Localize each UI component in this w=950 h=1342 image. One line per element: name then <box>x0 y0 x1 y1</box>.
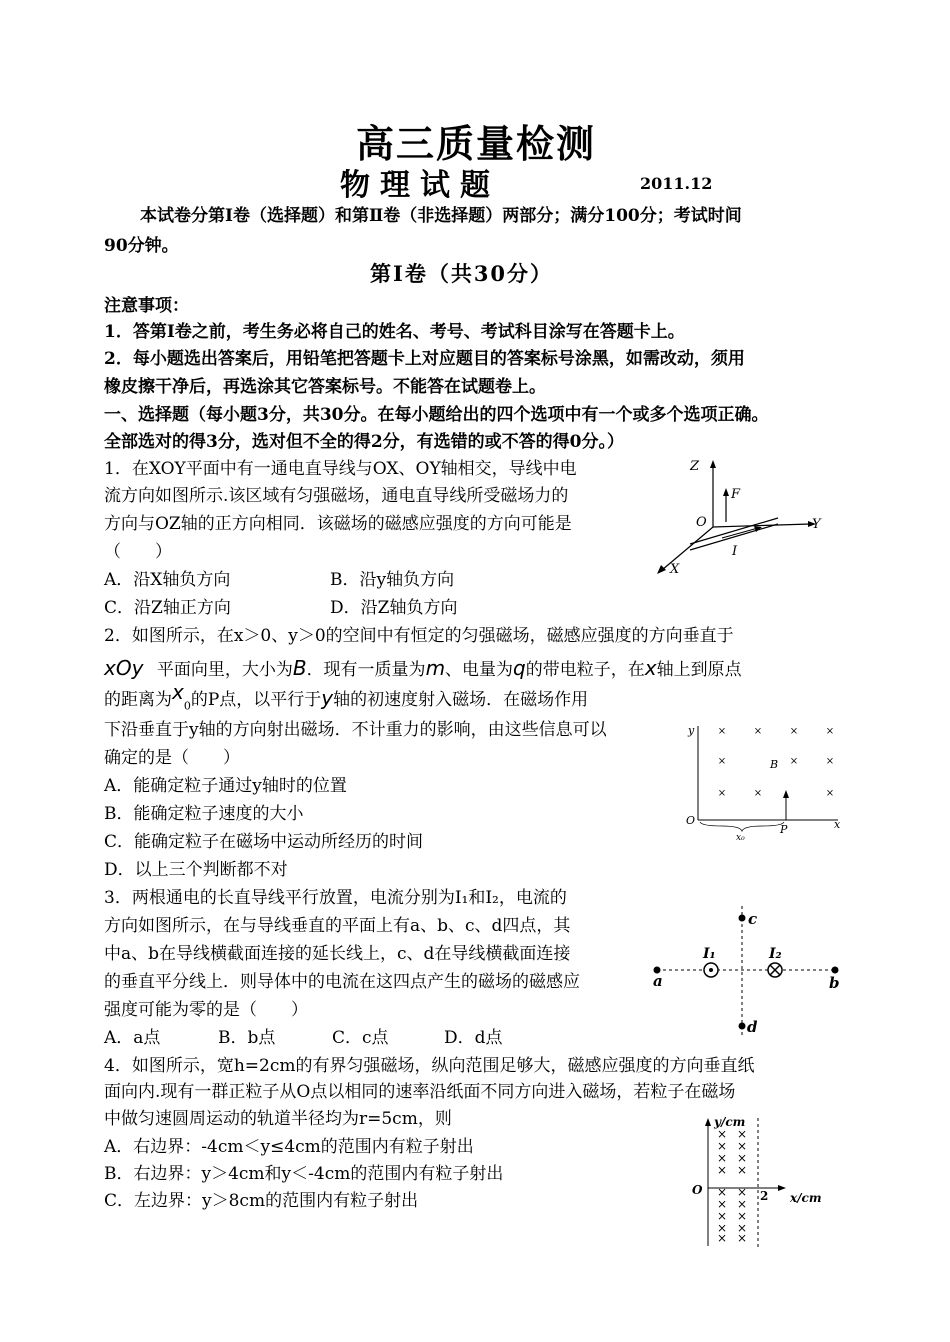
q3-option-a: A．a点 <box>104 1028 161 1048</box>
q2-field-mark: × <box>717 788 727 799</box>
q1-line-1: 1．在XOY平面中有一通电直导线与OX、OY轴相交，导线中电 <box>104 459 577 479</box>
part-title-line-2: 全部选对的得3分，选对但不全的得2分，有选错的或不答的得0分。） <box>104 432 624 452</box>
q4-option-b: B．右边界：y＞4cm和y＜-4cm的范围内有粒子射出 <box>104 1164 504 1184</box>
q4-field-mark: × <box>736 1221 748 1235</box>
notice-1: 1．答第Ⅰ卷之前，考生务必将自己的姓名、考号、考试科目涂写在答题卡上。 <box>104 322 685 342</box>
q4-line-3: 中做匀速圆周运动的轨道半径均为r=5cm，则 <box>104 1109 452 1129</box>
q2-var-m: m <box>425 656 446 680</box>
q2-option-c: C．能确定粒子在磁场中运动所经历的时间 <box>104 832 424 852</box>
q2-text-e: 轴上到原点 <box>656 660 742 680</box>
intro-line-1: 本试卷分第Ⅰ卷（选择题）和第Ⅱ卷（非选择题）两部分；满分100分；考试时间 <box>140 206 742 226</box>
q4-field-mark: × <box>736 1163 748 1177</box>
q4-field-mark: × <box>716 1185 728 1199</box>
q2-label-x0: x₀ <box>736 833 745 842</box>
q3-label-b: b <box>829 974 840 992</box>
section-title: 第Ⅰ卷（共30分） <box>370 261 554 286</box>
q1-label-x: X <box>670 562 680 577</box>
q2-field-mark: × <box>753 788 763 799</box>
q4-field-mark: × <box>716 1127 728 1141</box>
q2-line-5: 确定的是（ ） <box>104 748 240 768</box>
q3-figure <box>645 898 845 1040</box>
q4-label-o: O <box>692 1183 703 1197</box>
q3-point-d <box>739 1023 746 1030</box>
q2-option-b: B．能确定粒子速度的大小 <box>104 804 304 824</box>
page-subtitle: 物理试题 <box>340 168 500 203</box>
q2-label-x: x <box>834 818 841 831</box>
q1-label-i: I <box>732 544 738 559</box>
q1-label-y: Y <box>812 517 821 532</box>
q4-field-mark: × <box>716 1197 728 1211</box>
q2-var-x0: x <box>172 680 184 704</box>
part-title-line-1: 一、选择题（每小题3分，共30分。在每小题给出的四个选项中有一个或多个选项正确。 <box>104 405 769 425</box>
q2-var-xoy: xOy <box>104 656 144 680</box>
q2-var-x: x <box>644 656 657 680</box>
q3-label-c: c <box>748 910 758 928</box>
q2-line-4: 下沿垂直于y轴的方向射出磁场．不计重力的影响，由这些信息可以 <box>104 720 607 740</box>
q2-line-2 <box>104 654 742 684</box>
q2-text-d: 的带电粒子，在 <box>525 660 645 680</box>
q2-label-y: y <box>688 724 695 737</box>
q2-option-d: D．以上三个判断都不对 <box>104 860 288 880</box>
q1-label-z: Z <box>690 459 700 474</box>
notice-title: 注意事项： <box>104 296 189 316</box>
q4-field-mark: × <box>716 1139 728 1153</box>
q2-field-mark: × <box>717 756 727 767</box>
q1-line-3: 方向与OZ轴的正方向相同．该磁场的磁感应强度的方向可能是 <box>104 514 572 534</box>
q2-option-a: A．能确定粒子通过y轴时的位置 <box>104 776 347 796</box>
q2-text-h: 轴的初速度射入磁场．在磁场作用 <box>333 690 589 710</box>
exam-date: 2011.12 <box>640 174 713 193</box>
q1-option-d: D．沿Z轴负方向 <box>330 598 458 618</box>
q1-figure <box>650 452 830 580</box>
q2-var-q: q <box>513 656 526 680</box>
q3-label-d: d <box>747 1018 758 1036</box>
q4-field-mark: × <box>736 1139 748 1153</box>
q3-line-4: 的垂直平分线上．则导体中的电流在这四点产生的磁场的磁感应 <box>104 972 580 992</box>
q4-field-mark: × <box>736 1127 748 1141</box>
q3-label-i1: I₁ <box>703 946 716 962</box>
q3-point-b <box>832 967 839 974</box>
q1-line-2: 流方向如图所示.该区域有匀强磁场，通电直导线所受磁场力的 <box>104 486 569 506</box>
q4-label-2: 2 <box>760 1189 769 1203</box>
q2-field-mark: × <box>717 726 727 737</box>
q1-label-o: O <box>696 515 707 530</box>
q2-field-mark: × <box>789 726 799 737</box>
q4-field-mark: × <box>716 1221 728 1235</box>
q4-option-a: A．右边界：-4cm＜y≤4cm的范围内有粒子射出 <box>104 1137 474 1157</box>
q2-line-1: 2．如图所示，在x＞0、y＞0的空间中有恒定的匀强磁场，磁感应强度的方向垂直于 <box>104 626 734 646</box>
q2-text-b: ．现有一质量为 <box>306 660 426 680</box>
q3-line-3: 中a、b在导线横截面连接的延长线上，c、d在导线横截面连接 <box>104 944 571 964</box>
q4-line-1: 4．如图所示，宽h=2cm的有界匀强磁场，纵向范围足够大，磁感应强度的方向垂直纸 <box>104 1056 755 1076</box>
q4-field-mark: × <box>716 1209 728 1223</box>
q2-label-o: O <box>686 814 696 827</box>
q4-figure <box>686 1112 836 1250</box>
q4-field-mark: × <box>716 1163 728 1177</box>
notice-2-line-2: 橡皮擦干净后，再选涂其它答案标号。不能答在试题卷上。 <box>104 377 546 397</box>
q4-field-mark: × <box>716 1231 728 1245</box>
intro-line-2: 90分钟。 <box>104 236 179 256</box>
q3-line-2: 方向如图所示，在与导线垂直的平面上有a、b、c、d四点，其 <box>104 916 571 936</box>
q1-label-f: F <box>731 487 741 502</box>
q2-figure <box>682 718 848 842</box>
page-title: 高三质量检测 <box>356 121 597 166</box>
q2-text-a: 平面向里，大小为 <box>156 660 293 680</box>
q4-label-x: x/cm <box>790 1191 822 1205</box>
q3-option-c: C．c点 <box>332 1028 389 1048</box>
q4-field-mark: × <box>716 1151 728 1165</box>
q3-line-5: 强度可能为零的是（ ） <box>104 1000 308 1020</box>
q2-field-mark: × <box>753 726 763 737</box>
q1-line-4: （ ） <box>104 542 172 562</box>
q2-label-p: P <box>780 823 788 836</box>
q2-var-y: y <box>321 686 334 710</box>
q3-option-b: B．b点 <box>218 1028 276 1048</box>
q3-label-a: a <box>653 972 663 990</box>
q4-line-2: 面向内.现有一群正粒子从O点以相同的速率沿纸面不同方向进入磁场，若粒子在磁场 <box>104 1082 736 1102</box>
q2-x0-brace <box>700 822 784 831</box>
q3-line-1: 3．两根通电的长直导线平行放置，电流分别为I₁和I₂，电流的 <box>104 888 567 908</box>
q4-option-c: C．左边界：y＞8cm的范围内有粒子射出 <box>104 1191 419 1211</box>
q4-field-mark: × <box>736 1209 748 1223</box>
q2-text-c: 、电量为 <box>445 660 514 680</box>
q1-option-b: B．沿y轴负方向 <box>330 570 455 590</box>
q2-field-mark: × <box>825 788 835 799</box>
q2-label-b: B <box>770 758 779 771</box>
q2-var-b: B <box>292 656 307 680</box>
notice-2-line-1: 2．每小题选出答案后，用铅笔把答题卡上对应题目的答案标号涂黑，如需改动，须用 <box>104 349 745 369</box>
q3-label-i2: I₂ <box>769 946 782 962</box>
q4-label-y: y/cm <box>714 1115 746 1129</box>
q2-text-f: 的距离为 <box>104 690 172 710</box>
q3-point-c <box>739 915 746 922</box>
q1-y-axis <box>713 524 810 527</box>
q2-line-3 <box>104 680 589 720</box>
q1-option-c: C．沿Z轴正方向 <box>104 598 231 618</box>
q4-field-mark: × <box>736 1151 748 1165</box>
q2-text-g: 的P点，以平行于 <box>190 690 322 710</box>
q4-field-mark: × <box>736 1231 748 1245</box>
q4-field-mark: × <box>736 1185 748 1199</box>
q2-var-x0-sub: 0 <box>183 699 191 713</box>
q1-option-a: A．沿X轴负方向 <box>104 570 231 590</box>
q3-option-d: D．d点 <box>444 1028 503 1048</box>
q2-field-mark: × <box>825 726 835 737</box>
q2-field-mark: × <box>789 756 799 767</box>
q2-field-mark: × <box>825 756 835 767</box>
q4-field-mark: × <box>736 1197 748 1211</box>
